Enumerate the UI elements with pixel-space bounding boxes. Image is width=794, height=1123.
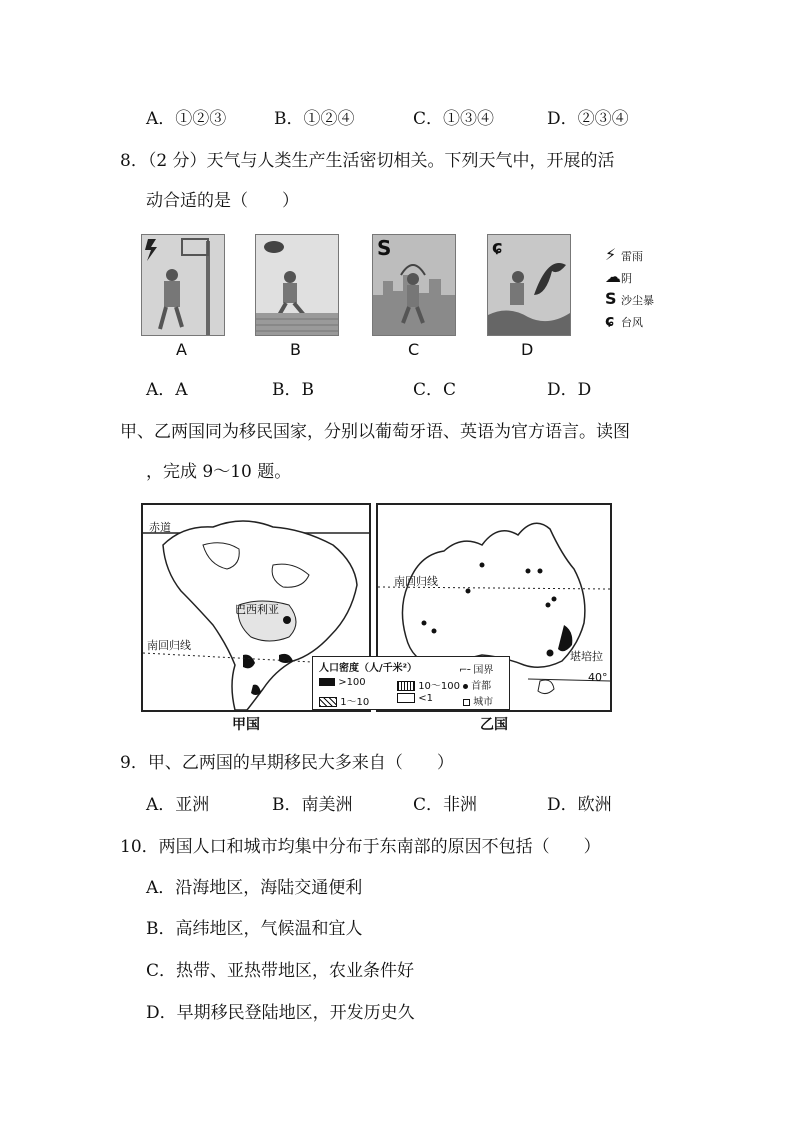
legend-density-1-10: 1～10	[319, 693, 369, 708]
q9-stem: 9．甲、乙两国的早期移民大多来自（ ）	[120, 753, 454, 773]
legend-border: ⌐╴国界	[459, 665, 494, 676]
q7-option-c[interactable]: C．①③④	[413, 109, 495, 129]
typhoon-icon: ɕ	[605, 311, 615, 330]
q8-option-d[interactable]: D．D	[547, 380, 592, 400]
caption-yi: 乙国	[480, 717, 508, 733]
q10-option-b[interactable]: B．高纬地区，气候温和宜人	[146, 919, 363, 939]
legend-capital: 首都	[463, 677, 491, 692]
picture-label-b: B	[290, 340, 301, 359]
q9-option-a[interactable]: A．亚洲	[146, 795, 210, 815]
label-capital-brasilia: 巴西利亚	[235, 603, 279, 616]
q7-option-b[interactable]: B．①②④	[274, 109, 355, 129]
legend-density-lt1: <1	[397, 693, 433, 704]
picture-label-a: A	[176, 340, 187, 359]
sandstorm-icon: S	[605, 289, 617, 308]
q7-option-d[interactable]: D．②③④	[547, 109, 629, 129]
q8-stem-line1: 8．（2 分）天气与人类生产生活密切相关。下列天气中，开展的活	[120, 151, 615, 171]
legend-sandstorm: S 沙尘暴	[605, 289, 654, 308]
legend-density-10-100: 10～100	[397, 677, 460, 692]
intro-line2: ，完成 9～10 题。	[146, 462, 292, 482]
label-tropic-right: 南回归线	[394, 575, 438, 588]
q10-option-c[interactable]: C．热带、亚热带地区，农业条件好	[146, 961, 415, 981]
q9-option-d[interactable]: D．欧洲	[547, 795, 612, 815]
q8-option-c[interactable]: C．C	[413, 380, 457, 400]
striped-swatch-icon	[397, 681, 415, 691]
empty-swatch-icon	[397, 693, 415, 703]
intro-line1: 甲、乙两国同为移民国家，分别以葡萄牙语、英语为官方语言。读图	[120, 422, 630, 442]
picture-a	[141, 234, 225, 336]
sandstorm-icon: S	[377, 236, 392, 260]
q8-option-b[interactable]: B．B	[272, 380, 314, 400]
legend-title: 人口密度（人/千米²）	[319, 663, 418, 674]
q7-option-a[interactable]: A．①②③	[146, 109, 227, 129]
label-tropic-left: 南回归线	[147, 639, 191, 652]
q10-option-a[interactable]: A．沿海地区，海陆交通便利	[146, 878, 363, 898]
legend-thunderstorm: ⚡ 雷雨	[605, 245, 643, 264]
cloud-icon	[264, 241, 284, 253]
capital-dot-icon	[463, 684, 468, 689]
hatched-swatch-icon	[319, 697, 337, 707]
q9-option-c[interactable]: C．非洲	[413, 795, 478, 815]
lightning-icon: ⚡	[605, 245, 617, 264]
legend-typhoon: ɕ 台风	[605, 311, 643, 330]
cloud-icon: ☁	[605, 267, 621, 286]
q9-option-b[interactable]: B．南美洲	[272, 795, 353, 815]
city-dot-icon	[463, 699, 470, 706]
legend-density-gt100: >100	[319, 677, 366, 688]
label-equator: 赤道	[149, 521, 171, 534]
legend-city: 城市	[463, 693, 493, 708]
typhoon-icon: ɕ	[492, 237, 503, 258]
border-line-icon: ⌐╴	[459, 665, 474, 676]
picture-label-c: C	[408, 340, 420, 359]
q8-option-a[interactable]: A．A	[146, 380, 188, 400]
caption-jia: 甲国	[232, 717, 260, 733]
legend-overcast: ☁阴	[605, 267, 632, 286]
q8-stem-line2: 动合适的是（ ）	[146, 191, 299, 211]
picture-d	[487, 234, 571, 336]
map-legend	[312, 656, 510, 710]
picture-b	[255, 234, 339, 336]
solid-swatch-icon	[319, 678, 335, 686]
q10-option-d[interactable]: D．早期移民登陆地区，开发历史久	[146, 1003, 415, 1023]
q10-stem: 10．两国人口和城市均集中分布于东南部的原因不包括（ ）	[120, 837, 601, 857]
label-40-degrees: 40°	[588, 671, 608, 684]
picture-label-d: D	[521, 340, 534, 359]
picture-c	[372, 234, 456, 336]
label-canberra: 堪培拉	[570, 650, 603, 663]
